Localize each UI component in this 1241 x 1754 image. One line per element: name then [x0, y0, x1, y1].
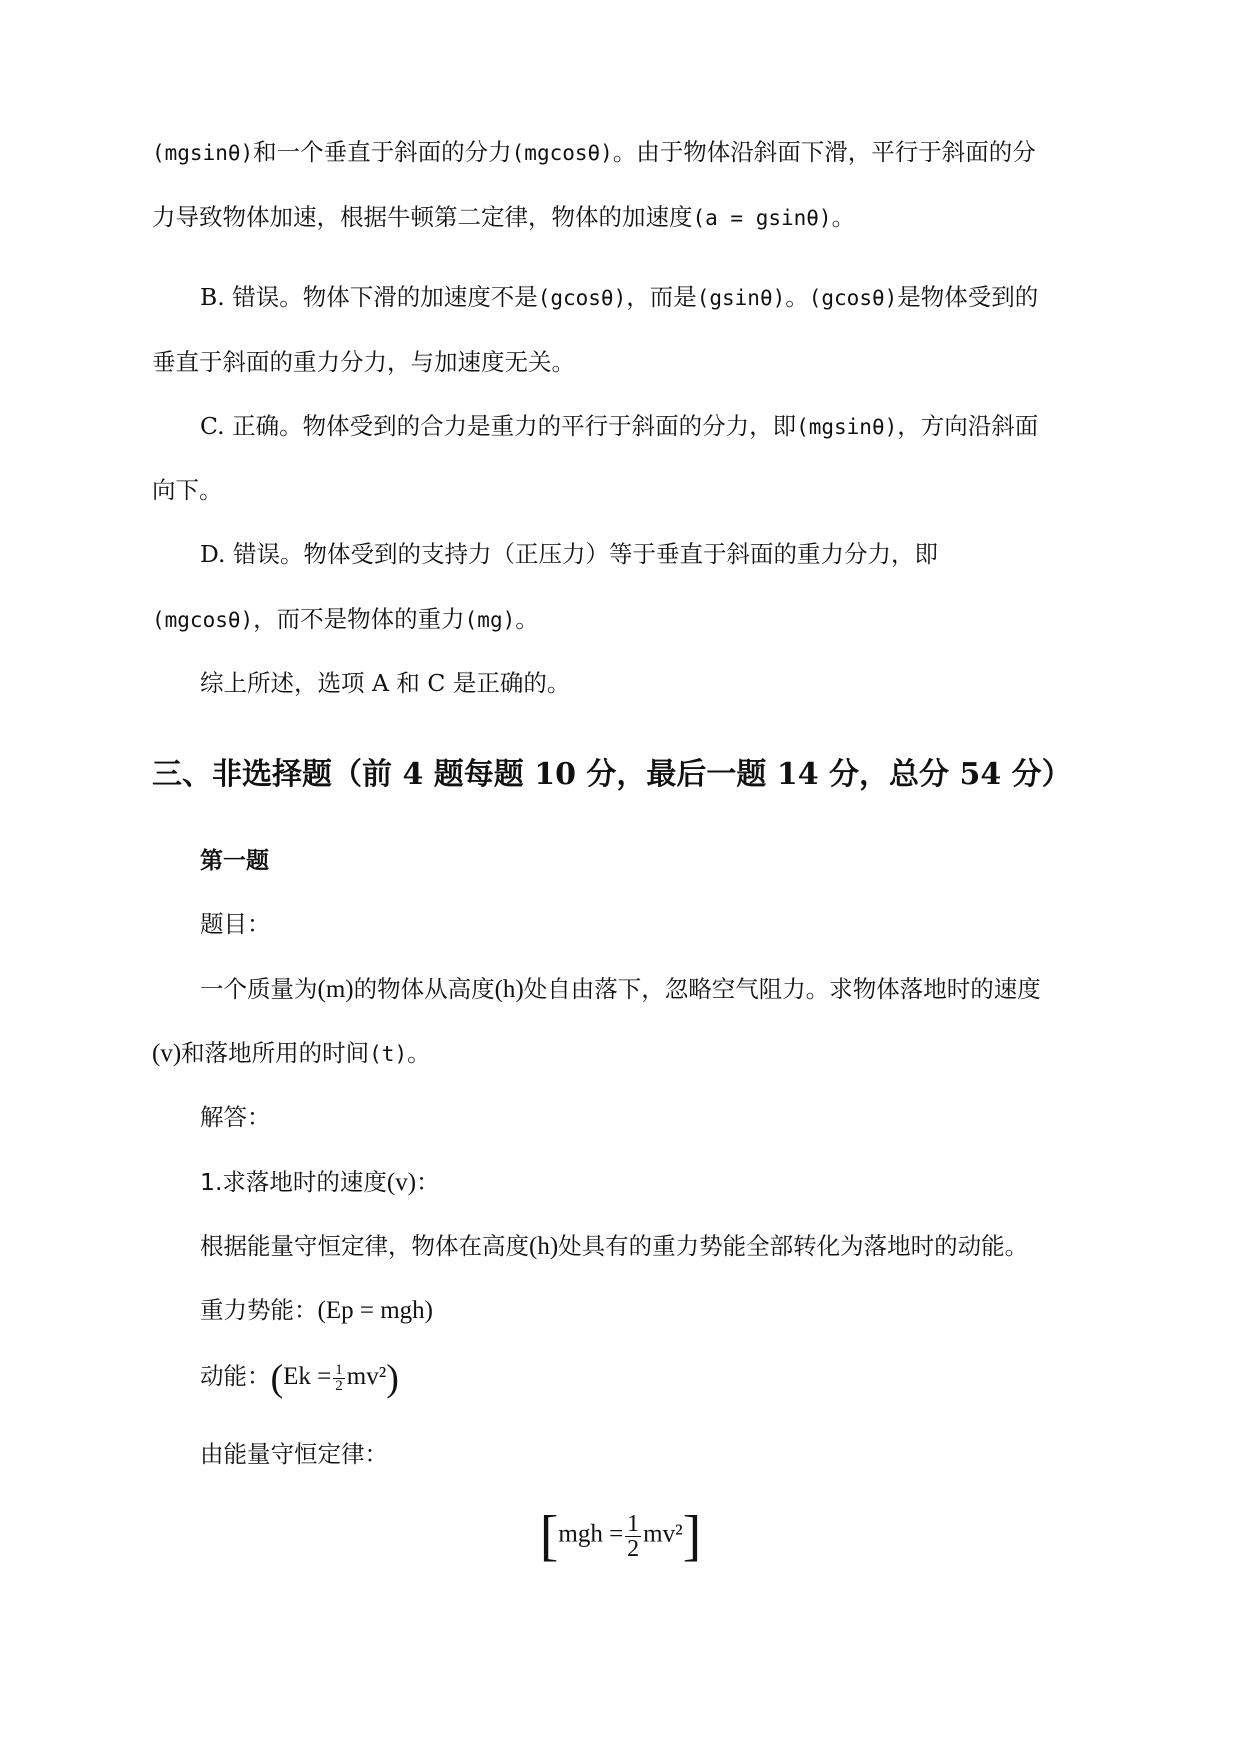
question-text-line-2: (v)和落地所用的时间(t)。 [152, 1039, 431, 1067]
kinetic-energy-formula: (Ek = $\frac{1}{2}$ mv²) [270, 1357, 399, 1400]
question-text-line-1: 一个质量为(m)的物体从高度(h)处自由落下，忽略空气阻力。求物体落地时的速度 [200, 975, 1041, 1003]
step-1-heading: 1.求落地时的速度(v)： [200, 1168, 440, 1196]
potential-energy-line: 重力势能：(Ep = mgh) [200, 1296, 433, 1324]
conservation-intro: 由能量守恒定律： [200, 1440, 388, 1468]
option-b-line: B. 错误。物体下滑的加速度不是(gcosθ)，而是(gsinθ)。(gcosθ)是物体受到的 [200, 283, 1039, 311]
energy-conservation-line: 根据能量守恒定律，物体在高度(h)处具有的重力势能全部转化为落地时的动能。 [200, 1232, 1029, 1260]
fraction: $\frac{1}{2}$ [627, 1510, 640, 1562]
formula-mgcos: (mgcosθ) [511, 141, 613, 165]
kinetic-energy-line: 动能：(Ek = $\frac{1}{2}$ mv²) [200, 1357, 399, 1400]
potential-energy-formula: (Ep = mgh) [317, 1297, 433, 1324]
formula-mgsin: (mgsinθ) [152, 141, 254, 165]
formula-acceleration: (a = gsinθ) [692, 206, 832, 230]
section-title: 三、非选择题（前 4 题每题 10 分，最后一题 14 分，总分 54 分） [152, 757, 1072, 792]
option-d-line: D. 错误。物体受到的支持力（正压力）等于垂直于斜面的重力分力，即 [200, 540, 938, 568]
conclusion-line: 综上所述，选项 A 和 C 是正确的。 [200, 669, 571, 697]
question-heading: 第一题 [200, 847, 269, 874]
paragraph-line-2: 力导致物体加速，根据牛顿第二定律，物体的加速度(a = gsinθ)。 [152, 203, 856, 231]
option-c-line: C. 正确。物体受到的合力是重力的平行于斜面的分力，即(mgsinθ)，方向沿斜面 [200, 412, 1039, 440]
question-label: 题目： [200, 910, 271, 938]
fraction: $\frac{1}{2}$ [335, 1361, 343, 1394]
answer-label: 解答： [200, 1103, 271, 1131]
option-c-line-2: 向下。 [152, 476, 223, 504]
paragraph-line-1: (mgsinθ)和一个垂直于斜面的分力(mgcosθ)。由于物体沿斜面下滑，平行于斜面的分 [152, 138, 1036, 166]
option-b-line-2: 垂直于斜面的重力分力，与加速度无关。 [152, 348, 575, 376]
option-d-line-2: (mgcosθ)，而不是物体的重力(mg)。 [152, 605, 539, 633]
display-equation: [mgh = $\frac{1}{2}$ mv²] [539, 1505, 702, 1567]
